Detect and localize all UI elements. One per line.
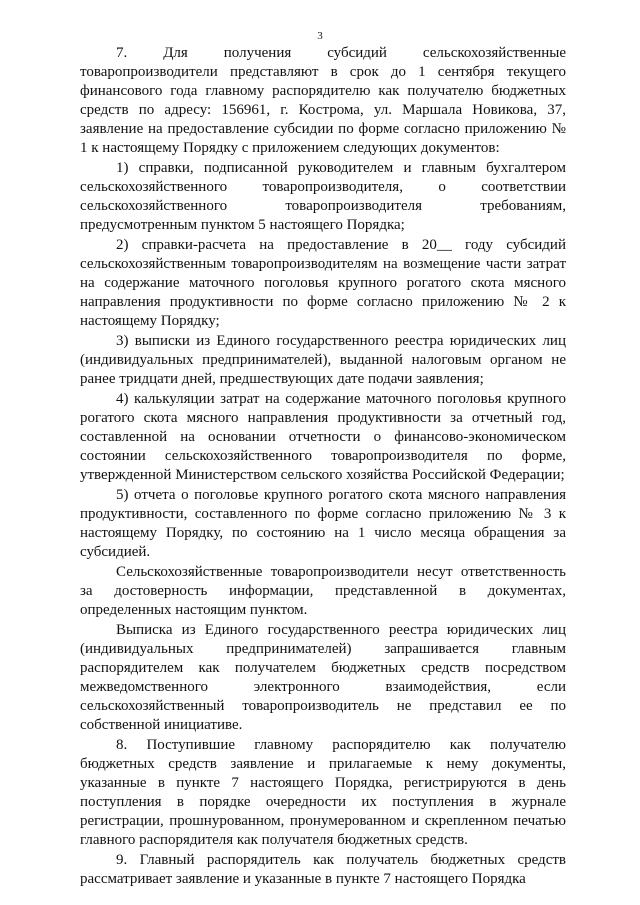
page-number: 3 [317,30,323,42]
registry-extract-paragraph: Выписка из Единого государственного реестра юридических лиц (индивидуальных предпринимателей) запрашивается главным распорядителем как получателем бюджетных средств посредством межведомственного электронного взаимодействия, если сельскохозяйственный товаропроизводитель не представил ее по собственной инициативе. [80,622,566,733]
paragraph-item-7: 7. Для получения субсидий сельскохозяйственные товаропроизводители представляют в срок до 1 сентября текущего финансового года главному распорядителю как получателю бюджетных средств по адресу: 156961, г. Кострома, ул. Маршала Новикова, 37, заявление на предоставление субсидии по форме согласно приложению № 1 к настоящему Порядку с приложением следующих документов: [80,45,566,156]
list-item-2: 2) справки-расчета на предоставление в 20__ году субсидий сельскохозяйственным товаропроизводителям на возмещение части затрат на содержание маточного поголовья крупного рогатого скота мясного направления продуктивности по форме согласно приложению № 2 к настоящему Порядку; [80,237,566,329]
list-item-1: 1) справки, подписанной руководителем и главным бухгалтером сельскохозяйственного товаропроизводителя, о соответствии сельскохозяйственного товаропроизводителя требованиям, предусмотренным пунктом 5 настоящего Порядка; [80,160,566,233]
paragraph-item-8: 8. Поступившие главному распорядителю как получателю бюджетных средств заявление и прилагаемые к нему документы, указанные в пункте 7 настоящего Порядка, регистрируются в день поступления в порядке очередности их поступления в журнале регистрации, прошнурованном, пронумерованном и скрепленном печатью главного распорядителя как получателя бюджетных средств. [80,737,566,848]
list-item-5: 5) отчета о поголовье крупного рогатого скота мясного направления продуктивности, составленного по форме согласно приложению № 3 к настоящему Порядку, по состоянию на 1 число месяца обращения за субсидией. [80,487,566,560]
list-item-3: 3) выписки из Единого государственного реестра юридических лиц (индивидуальных предпринимателей), выданной налоговым органом не ранее тридцати дней, предшествующих дате подачи заявления; [80,333,566,387]
list-item-4: 4) калькуляции затрат на содержание маточного поголовья крупного рогатого скота мясного направления продуктивности за отчетный год, составленной на основании отчетности о финансово-экономическом состоянии сельскохозяйственного товаропроизводителя по форме, утвержденной Министерством сельского хозяйства Российской Федерации; [80,391,566,483]
document-body [80,44,566,890]
responsibility-paragraph: Сельскохозяйственные товаропроизводители несут ответственность за достоверность информации, представленной в документах, определенных настоящим пунктом. [80,564,566,618]
paragraph-item-9: 9. Главный распорядитель как получатель бюджетных средств рассматривает заявление и указанные в пункте 7 настоящего Порядка [80,852,566,887]
